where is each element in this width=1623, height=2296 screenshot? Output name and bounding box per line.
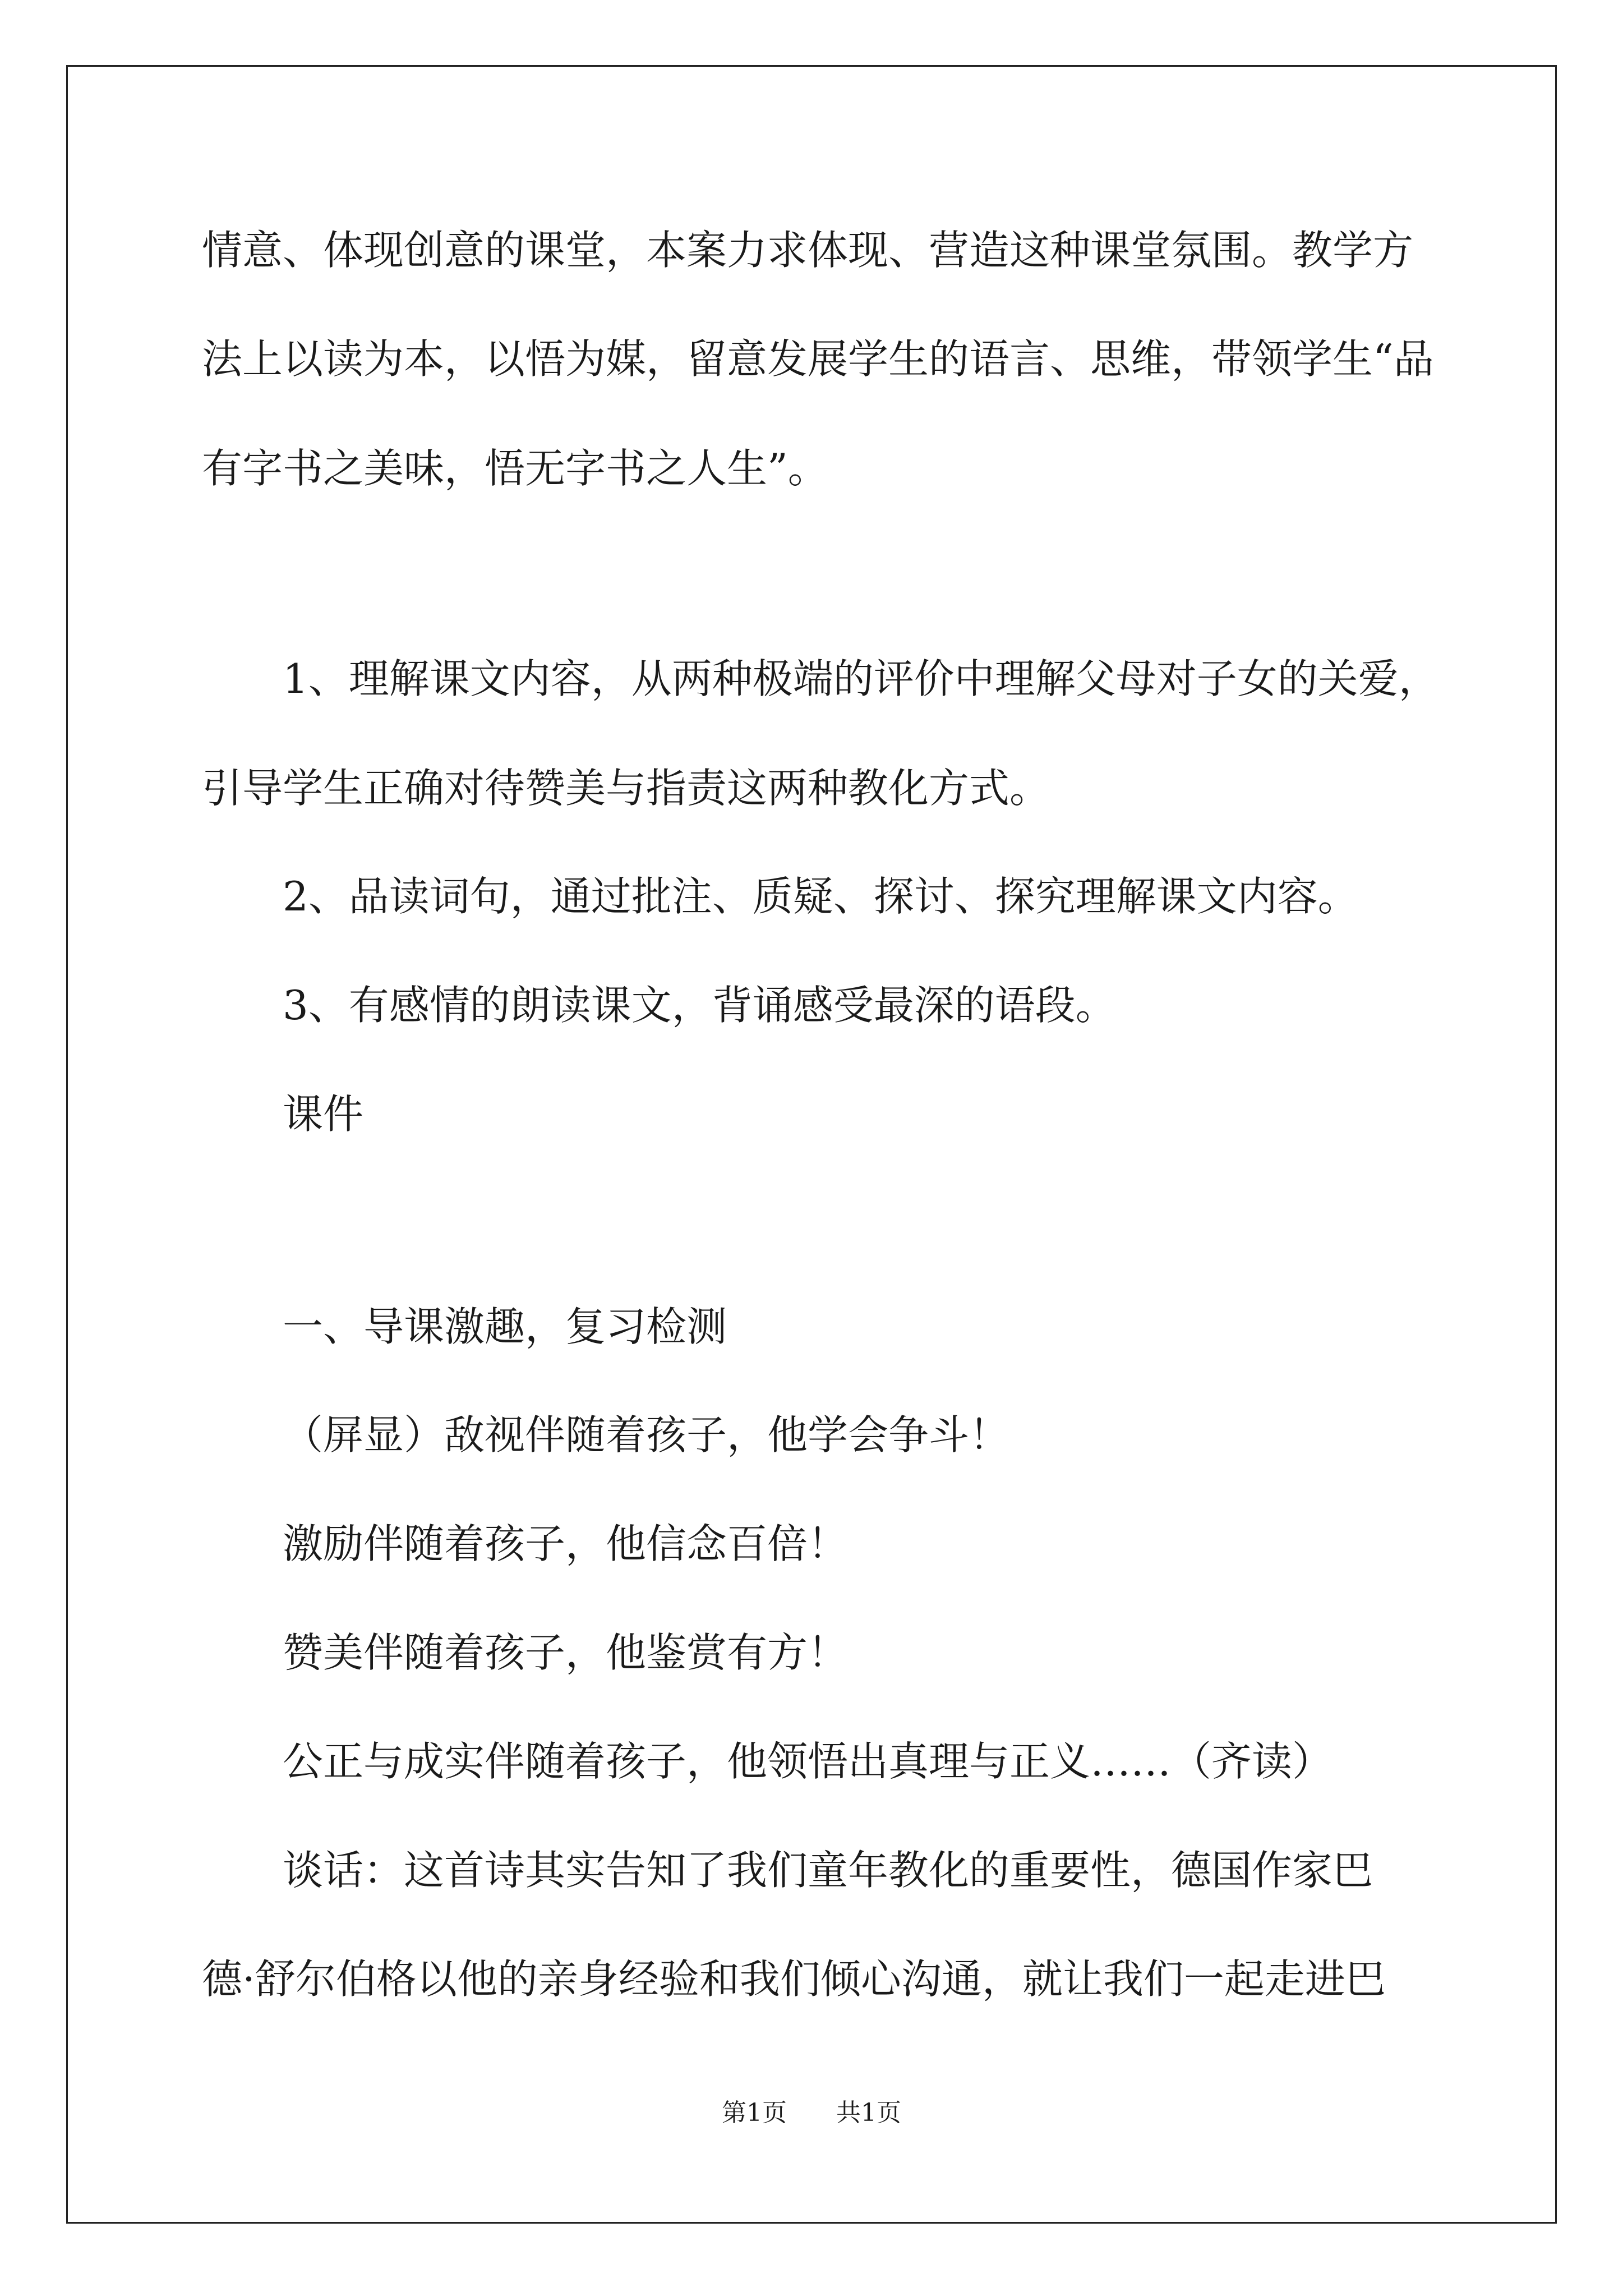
objective-item-3: 3、有感情的朗读课文，背诵感受最深的语段。 [283,982,1116,1029]
page-total: 共1页 [836,2099,901,2127]
body-line: 德·舒尔伯格以他的亲身经验和我们倾心沟通，就让我们一起走进巴 [202,1955,1386,2003]
body-line: 有字书之美味，悟无字书之人生”。 [202,445,828,492]
body-line: 引导学生正确对待赞美与指责这两种教化方式。 [202,765,1050,812]
materials-label: 课件 [283,1091,364,1138]
objective-item-2: 2、品读词句，通过批注、质疑、探讨、探究理解课文内容。 [283,873,1358,920]
section-heading: 一、导课激趣，复习检测 [283,1303,727,1350]
poem-line: 激励伴随着孩子，他信念百倍！ [283,1520,849,1567]
body-line: 法上以读为本，以悟为媒，留意发展学生的语言、思维，带领学生“品 [202,335,1434,383]
body-line: 情意、体现创意的课堂，本案力求体现、营造这种课堂氛围。教学方 [202,227,1414,274]
objective-item-1: 1、理解课文内容，从两种极端的评价中理解父母对子女的关爱， [283,655,1439,702]
page-number: 第1页 [722,2099,787,2127]
page-footer [0,2092,1623,2128]
body-line: 谈话：这首诗其实告知了我们童年教化的重要性，德国作家巴 [283,1847,1373,1894]
poem-line: 公正与成实伴随着孩子，他领悟出真理与正义……（齐读） [283,1738,1333,1785]
poem-line: （屏显）敌视伴随着孩子，他学会争斗！ [283,1411,1010,1458]
poem-line: 赞美伴随着孩子，他鉴赏有方！ [283,1629,849,1676]
page-border [66,65,1557,2224]
